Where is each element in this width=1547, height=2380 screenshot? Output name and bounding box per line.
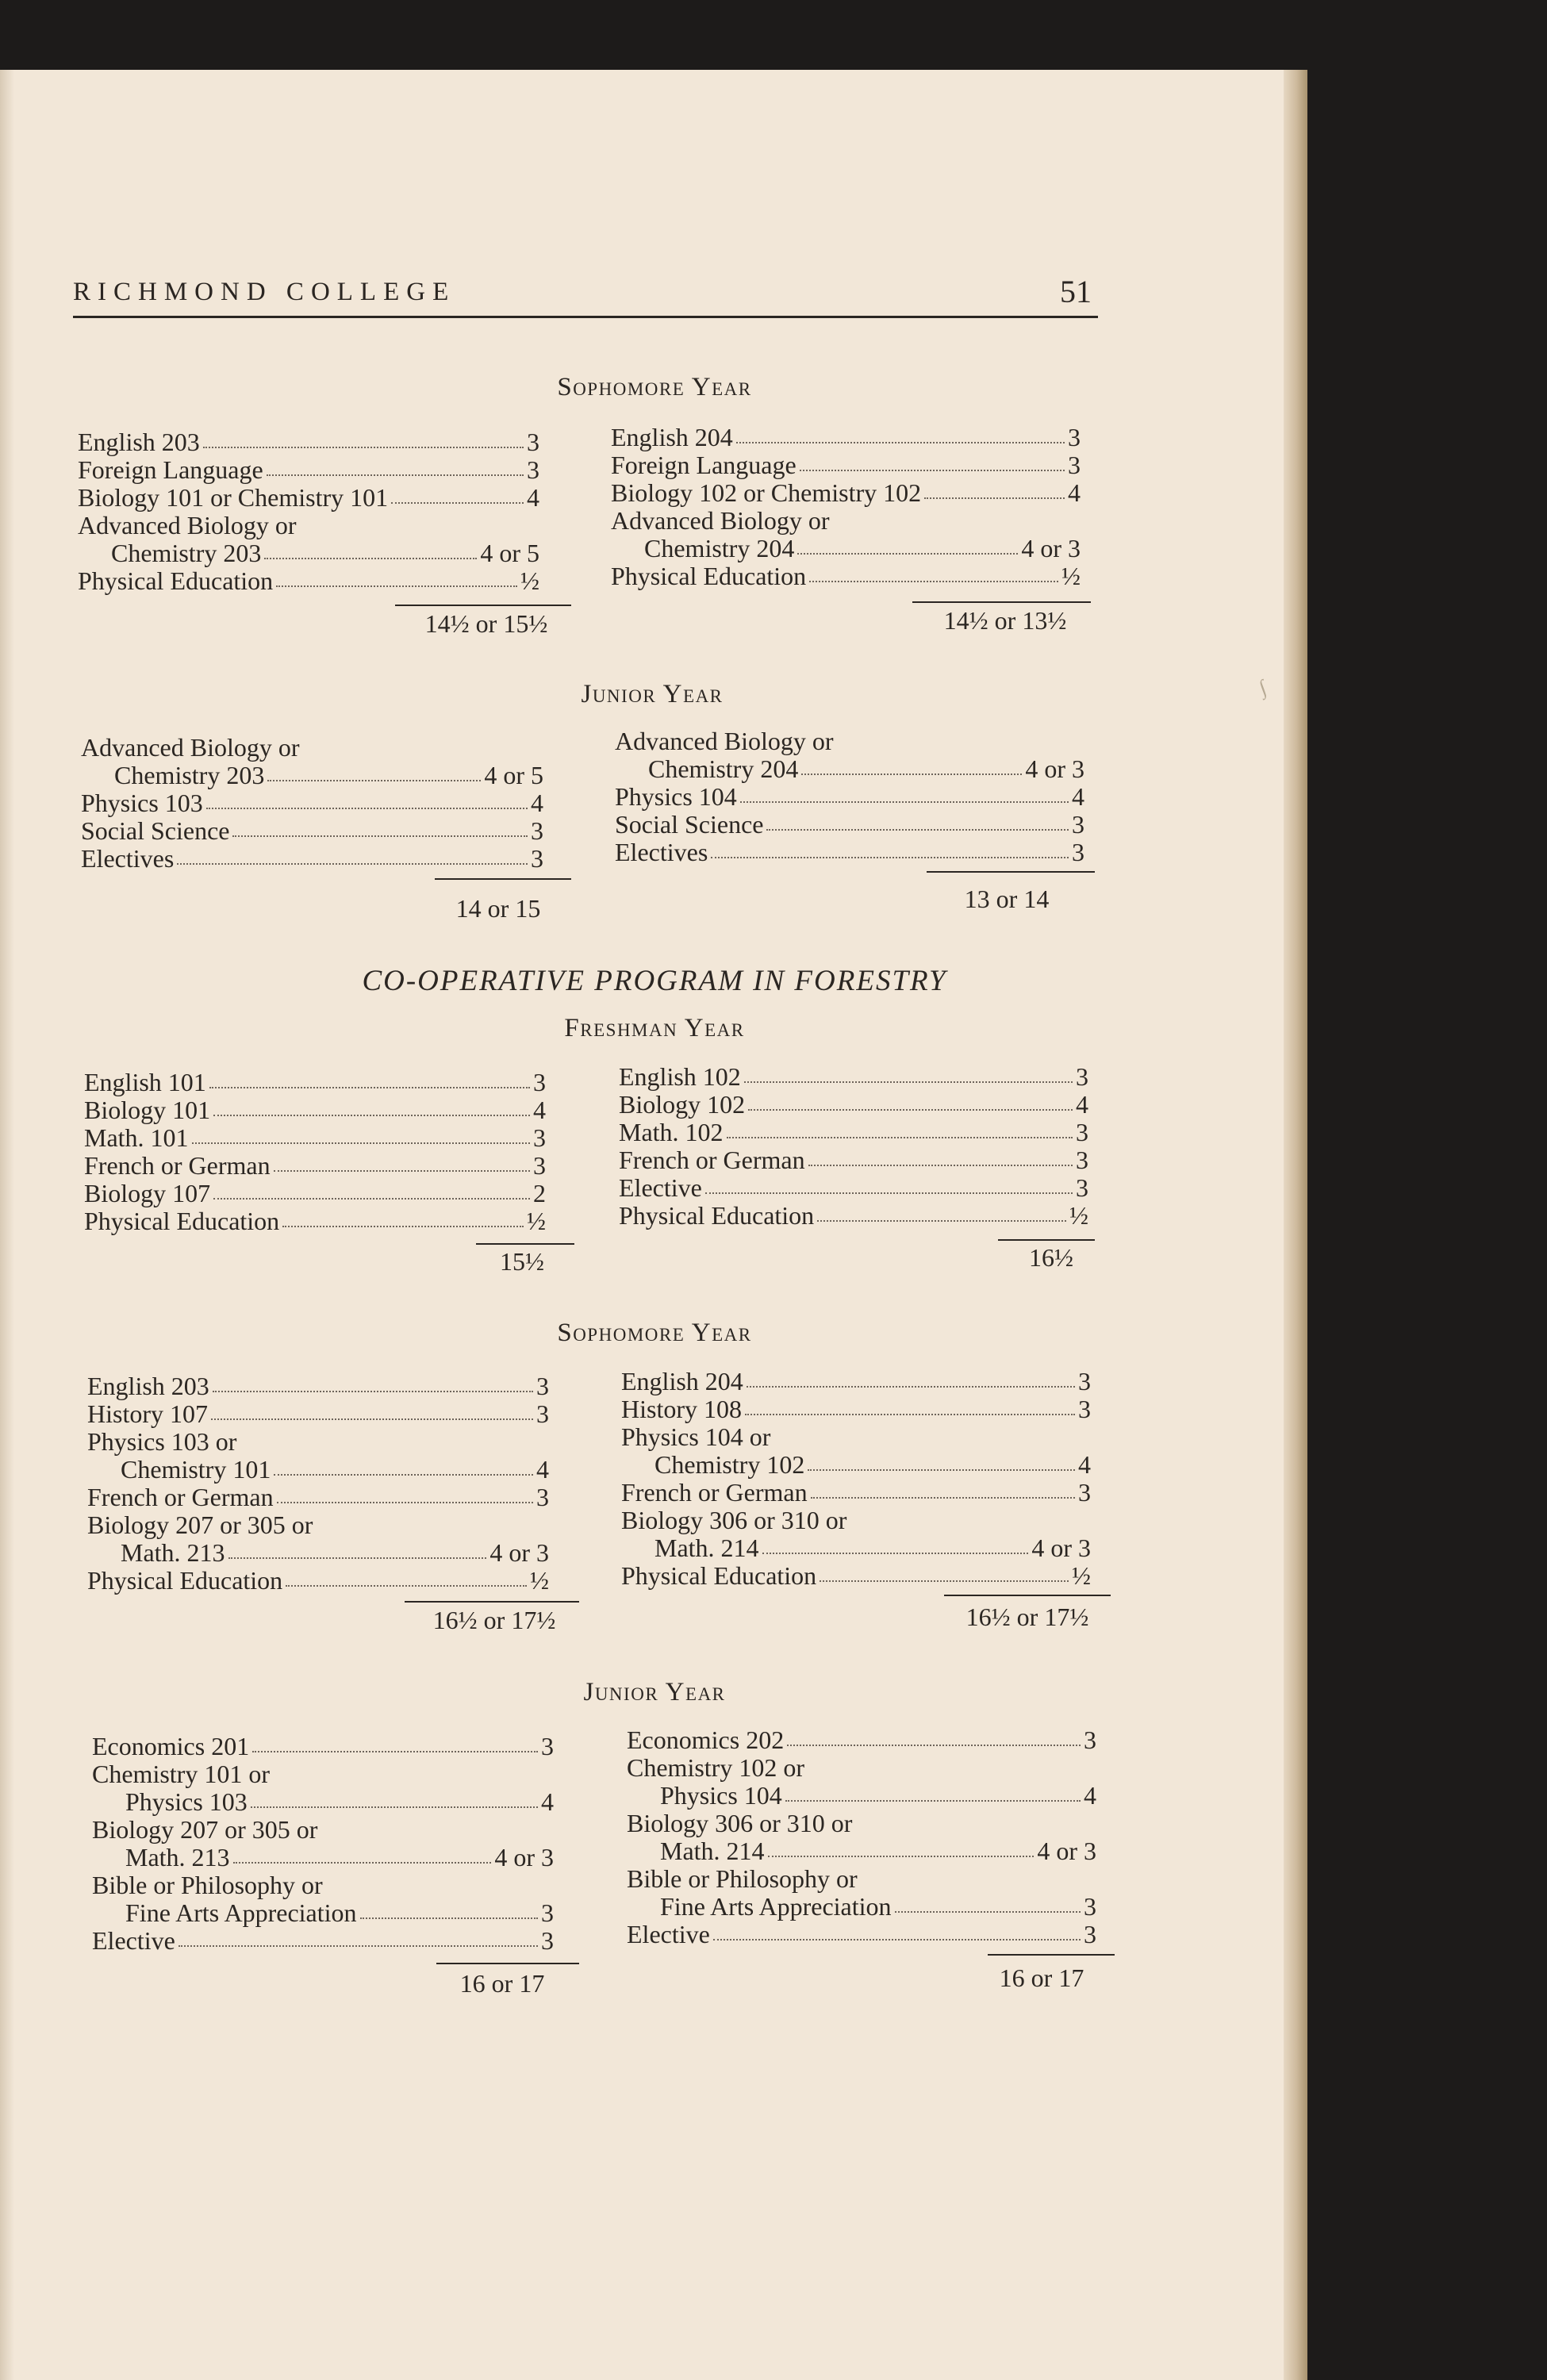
semester-total: 16½ or 17½ [965,1603,1089,1631]
course-line [619,1146,1088,1174]
credit-hours: 4 [1068,478,1081,507]
dot-leader [744,1063,1073,1083]
course-name: Chemistry 204 [644,534,795,562]
course-name: Biology 207 or 305 or [87,1511,313,1539]
credit-hours: 4 [1084,1781,1096,1810]
course-line [78,539,539,567]
dot-leader [705,1174,1073,1194]
credit-hours: ½ [527,1207,546,1235]
course-line [81,789,543,817]
course-line [627,1893,1096,1921]
dot-leader [787,1726,1081,1746]
dot-leader [809,562,1058,582]
dot-leader [747,1368,1075,1388]
dot-leader [178,1927,538,1947]
dot-leader [817,1202,1066,1222]
semester-total: 16 or 17 [999,1964,1084,1992]
course-name: Physics 103 [125,1787,248,1816]
credit-hours: 3 [1072,810,1084,839]
credit-hours: 4 or 3 [494,1843,554,1871]
course-line [621,1562,1091,1590]
total-rule [998,1239,1095,1241]
dot-leader [785,1782,1081,1802]
credit-hours: 3 [536,1399,549,1428]
course-name: Chemistry 102 or [627,1753,804,1782]
dot-leader [801,755,1022,775]
course-line [621,1534,1091,1562]
course-line [627,1921,1096,1948]
course-line [621,1423,1091,1451]
course-line [627,1837,1096,1865]
dot-leader [711,839,1069,858]
course-line [84,1207,546,1235]
course-line [615,727,1084,755]
dot-leader [736,424,1065,443]
course-name: Math. 102 [619,1118,724,1146]
credit-hours: 4 [1072,782,1084,811]
dot-leader [252,1733,538,1752]
credit-hours: 3 [541,1732,554,1760]
course-list-right [619,1063,1088,1230]
credit-hours: 4 or 3 [1031,1534,1091,1562]
credit-hours: 4 or 3 [1021,534,1081,562]
dot-leader [213,1180,530,1200]
credit-hours: 4 or 5 [480,539,539,567]
pencil-margin-mark: ∫ [1256,675,1269,700]
course-list-left [81,734,543,873]
course-name: French or German [619,1146,805,1174]
course-name: Economics 202 [627,1726,785,1754]
course-list-right [615,727,1084,866]
dot-leader [895,1893,1081,1913]
course-line [611,479,1081,507]
credit-hours: 3 [527,428,539,456]
credit-hours: 3 [1076,1173,1088,1202]
credit-hours: 3 [531,844,543,873]
course-list-right [621,1368,1091,1590]
course-line [87,1400,549,1428]
dot-leader [924,479,1065,499]
course-line [611,535,1081,562]
credit-hours: ½ [1061,562,1081,590]
course-line [619,1202,1088,1230]
course-name: French or German [87,1483,274,1511]
dot-leader [192,1124,530,1144]
course-line [87,1428,549,1456]
dot-leader [277,1484,533,1503]
credit-hours: 3 [1084,1892,1096,1921]
credit-hours: 4 [527,483,539,512]
total-rule [395,605,571,606]
dot-leader [745,1395,1075,1415]
course-line [621,1395,1091,1423]
course-line [615,755,1084,783]
credit-hours: 2 [533,1179,546,1207]
semester-total: 14½ or 13½ [943,606,1067,635]
course-name: Bible or Philosophy or [627,1864,858,1893]
credit-hours: 3 [1084,1726,1096,1754]
course-name: Advanced Biology or [81,733,300,762]
course-name: Electives [81,844,175,873]
dot-leader [177,845,528,865]
semester-total: 16½ or 17½ [432,1606,556,1634]
total-rule [476,1243,574,1245]
dot-leader [740,783,1069,803]
course-name: Advanced Biology or [615,727,834,755]
dot-leader [748,1091,1073,1111]
course-name: Physics 104 [615,782,737,811]
course-name: Biology 107 [84,1179,211,1207]
course-name: Physics 104 or [621,1422,771,1451]
dot-leader [203,428,524,448]
total-rule [944,1595,1111,1596]
dot-leader [820,1562,1069,1582]
course-line [611,562,1081,590]
course-line [92,1816,554,1844]
dot-leader [267,762,481,781]
credit-hours: ½ [530,1566,549,1595]
course-line [87,1372,549,1400]
credit-hours: 3 [1078,1395,1091,1423]
credit-hours: 4 [1076,1090,1088,1119]
credit-hours: 3 [1068,423,1081,451]
course-line [84,1096,546,1124]
total-rule [435,878,571,880]
credit-hours: 3 [1076,1062,1088,1091]
course-line [81,734,543,762]
course-name: Electives [615,838,708,866]
course-name: Physical Education [611,562,807,590]
credit-hours: 4 or 5 [484,761,543,789]
course-line [92,1871,554,1899]
total-rule [927,871,1095,873]
course-list-left [87,1372,549,1595]
course-line [611,451,1081,479]
course-line [92,1788,554,1816]
course-name: Fine Arts Appreciation [125,1898,357,1927]
dot-leader [811,1479,1075,1499]
total-rule [405,1601,579,1603]
course-name: Physics 103 [81,789,203,817]
dot-leader [233,1844,492,1864]
course-name: Physics 104 [660,1781,782,1810]
course-line [78,484,539,512]
dot-leader [274,1152,530,1172]
course-list-right [611,424,1081,590]
course-line [84,1069,546,1096]
credit-hours: 3 [541,1898,554,1927]
course-list-left [92,1733,554,1955]
course-name: Social Science [615,810,764,839]
credit-hours: 3 [1072,838,1084,866]
course-name: Biology 306 or 310 or [621,1506,847,1534]
dot-leader [727,1119,1073,1138]
dot-leader [282,1207,524,1227]
section-heading-freshman: Freshman Year [564,1014,745,1042]
course-name: Advanced Biology or [78,511,297,539]
dot-leader [251,1788,538,1808]
program-title: CO-OPERATIVE PROGRAM IN FORESTRY [362,965,947,997]
course-name: French or German [621,1478,808,1507]
course-name: English 203 [78,428,200,456]
credit-hours: 4 [533,1096,546,1124]
total-rule [912,601,1091,603]
course-name: History 107 [87,1399,208,1428]
course-name: Biology 102 or Chemistry 102 [611,478,922,507]
dot-leader [206,789,528,809]
dot-leader [768,1837,1035,1857]
course-name: Chemistry 101 or [92,1760,270,1788]
course-line [78,567,539,595]
course-name: Physical Education [619,1201,815,1230]
course-name: Chemistry 101 [121,1455,271,1484]
credit-hours: 3 [531,816,543,845]
course-name: Math. 214 [654,1534,759,1562]
course-name: Biology 102 [619,1090,746,1119]
course-name: English 203 [87,1372,209,1400]
course-name: Biology 306 or 310 or [627,1809,853,1837]
course-name: Chemistry 102 [654,1450,805,1479]
credit-hours: 3 [527,455,539,484]
course-name: English 204 [621,1367,743,1395]
course-line [81,762,543,789]
course-line [621,1507,1091,1534]
course-name: Physical Education [87,1566,283,1595]
course-line [619,1063,1088,1091]
credit-hours: 4 [1078,1450,1091,1479]
course-line [627,1754,1096,1782]
course-name: Physics 103 or [87,1427,237,1456]
credit-hours: 3 [536,1483,549,1511]
header-rule [73,316,1098,318]
dot-leader [264,539,477,559]
dot-leader [391,484,524,504]
course-line [627,1782,1096,1810]
course-name: English 102 [619,1062,741,1091]
course-list-left [78,428,539,595]
course-name: Math. 214 [660,1837,765,1865]
semester-total: 13 or 14 [964,885,1050,913]
credit-hours: 3 [533,1068,546,1096]
credit-hours: 4 or 3 [489,1538,549,1567]
dot-leader [213,1096,530,1116]
course-line [92,1844,554,1871]
course-line [87,1484,549,1511]
course-line [615,811,1084,839]
dot-leader [209,1069,530,1088]
dot-leader [276,567,517,587]
page-header [73,274,1096,319]
credit-hours: 3 [1068,451,1081,479]
course-line [84,1152,546,1180]
course-name: Physical Education [621,1561,817,1590]
course-name: Math. 101 [84,1123,189,1152]
course-line [621,1368,1091,1395]
page-edge [1284,70,1307,2380]
total-rule [436,1963,579,1964]
credit-hours: 4 or 3 [1025,754,1084,783]
course-line [84,1180,546,1207]
course-name: Math. 213 [125,1843,230,1871]
course-list-left [84,1069,546,1235]
dot-leader [800,451,1065,471]
course-line [84,1124,546,1152]
course-name: Chemistry 203 [111,539,262,567]
course-name: Biology 101 [84,1096,211,1124]
course-line [611,507,1081,535]
course-line [92,1927,554,1955]
course-name: Elective [92,1926,175,1955]
course-line [619,1119,1088,1146]
course-line [92,1899,554,1927]
dot-leader [274,1456,533,1476]
credit-hours: ½ [1072,1561,1091,1590]
course-name: English 101 [84,1068,206,1096]
course-name: Biology 207 or 305 or [92,1815,318,1844]
credit-hours: 4 [536,1455,549,1484]
credit-hours: 4 [541,1787,554,1816]
course-line [87,1567,549,1595]
course-line [78,456,539,484]
credit-hours: 3 [1084,1920,1096,1948]
dot-leader [713,1921,1081,1940]
credit-hours: ½ [520,566,539,595]
dot-leader [808,1146,1073,1166]
course-name: Elective [619,1173,702,1202]
course-name: Biology 101 or Chemistry 101 [78,483,389,512]
course-line [615,783,1084,811]
running-head: RICHMOND COLLEGE [73,278,456,306]
course-name: Math. 213 [121,1538,225,1567]
course-name: Advanced Biology or [611,506,830,535]
course-line [87,1511,549,1539]
dot-leader [766,811,1069,831]
course-name: Social Science [81,816,230,845]
course-name: Chemistry 204 [648,754,799,783]
credit-hours: 3 [1076,1118,1088,1146]
course-name: Physical Education [78,566,274,595]
course-line [619,1091,1088,1119]
page-gutter-shadow [0,70,14,2380]
dot-leader [213,1372,533,1392]
course-name: Fine Arts Appreciation [660,1892,892,1921]
course-name: Physical Education [84,1207,280,1235]
course-line [81,817,543,845]
credit-hours: 3 [541,1926,554,1955]
course-line [627,1726,1096,1754]
section-heading-sophomore: Sophomore Year [557,373,752,401]
dot-leader [211,1400,533,1420]
total-rule [988,1954,1115,1956]
course-list-right [627,1726,1096,1948]
course-line [87,1539,549,1567]
course-line [615,839,1084,866]
course-line [621,1479,1091,1507]
dot-leader [286,1567,527,1587]
course-line [92,1733,554,1760]
section-heading-junior: Junior Year [581,680,724,708]
credit-hours: 3 [533,1151,546,1180]
course-name: Economics 201 [92,1732,250,1760]
section-heading-junior: Junior Year [583,1678,726,1706]
course-name: English 204 [611,423,733,451]
course-line [611,424,1081,451]
course-line [627,1865,1096,1893]
credit-hours: 4 or 3 [1037,1837,1096,1865]
course-line [619,1174,1088,1202]
credit-hours: 3 [1078,1478,1091,1507]
credit-hours: 3 [1076,1146,1088,1174]
course-name: Elective [627,1920,710,1948]
dot-leader [228,1539,487,1559]
semester-total: 16 or 17 [459,1969,545,1998]
course-line [627,1810,1096,1837]
dot-leader [808,1451,1075,1471]
semester-total: 14½ or 15½ [424,609,548,638]
section-heading-sophomore: Sophomore Year [557,1319,752,1347]
course-name: History 108 [621,1395,742,1423]
semester-total: 15½ [500,1247,544,1276]
course-name: Foreign Language [611,451,797,479]
credit-hours: 3 [533,1123,546,1152]
dot-leader [232,817,528,837]
credit-hours: 3 [536,1372,549,1400]
credit-hours: ½ [1069,1201,1088,1230]
course-line [78,428,539,456]
course-line [81,845,543,873]
credit-hours: 4 [531,789,543,817]
semester-total: 16½ [1029,1243,1073,1272]
course-name: Foreign Language [78,455,263,484]
credit-hours: 3 [1078,1367,1091,1395]
course-name: French or German [84,1151,271,1180]
course-line [92,1760,554,1788]
dot-leader [762,1534,1029,1554]
page-number: 51 [1060,274,1092,309]
course-name: Chemistry 203 [114,761,265,789]
dot-leader [267,456,524,476]
course-line [78,512,539,539]
course-line [87,1456,549,1484]
dot-leader [797,535,1018,555]
course-line [621,1451,1091,1479]
dot-leader [360,1899,538,1919]
course-name: Bible or Philosophy or [92,1871,323,1899]
semester-total: 14 or 15 [455,894,541,923]
